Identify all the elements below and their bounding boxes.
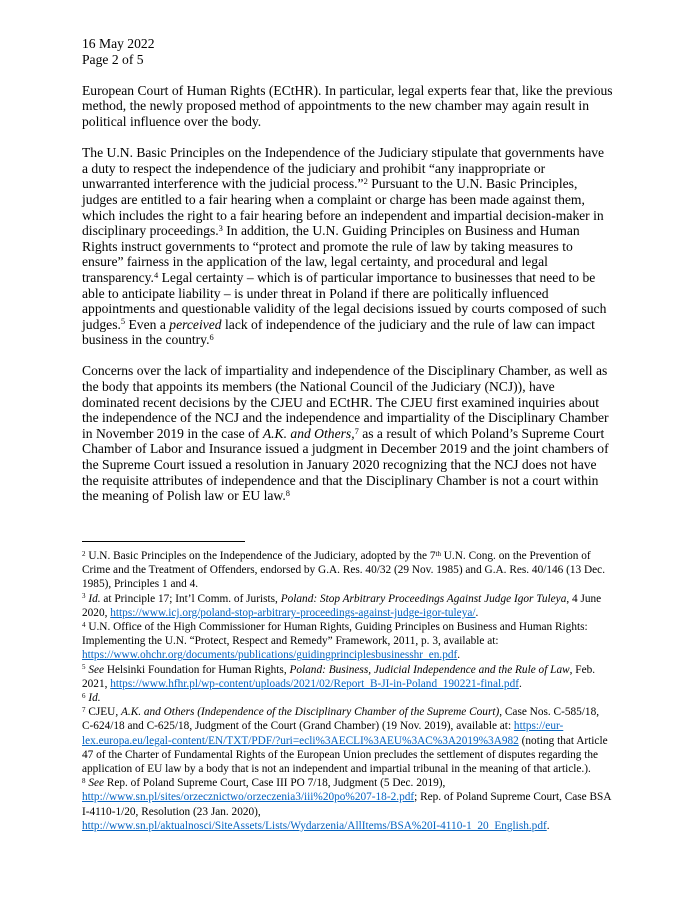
- hyperlink[interactable]: https://eur-lex.europa.eu/legal-content/EN/TXT/PDF/?uri=ecli%3AECLI%3AEU%3AC%3A2019%3A982: [82, 720, 564, 747]
- text-run: See: [88, 663, 105, 676]
- footnote-marker: 8: [82, 776, 86, 785]
- footnote-separator: [82, 541, 245, 542]
- text-run: Poland: Stop Arbitrary Proceedings Against Judge Igor Tuleya: [280, 592, 567, 605]
- text-run: Id.: [88, 692, 101, 705]
- page-number: Page 2 of 5: [82, 51, 144, 67]
- document-header: [82, 36, 613, 67]
- text-run: at Principle 17; Int’l Comm. of Jurists,: [100, 592, 281, 605]
- footnote-marker: 2: [82, 549, 86, 558]
- footnote-marker: 3: [218, 222, 223, 233]
- footnote-marker: th: [435, 549, 441, 558]
- text-run: .: [475, 606, 479, 619]
- text-run: Legal certainty – which is of particular importance to businesses that need to be able to anticipate liability – is under threat in Poland if there are politically influenced appointments and questionable validity of the legal decisions issued by courts composed of such judges.: [82, 269, 607, 332]
- text-run: In addition, the U.N. Guiding Principles on Business and Human Rights instruct governments to “protect and promote the rule of law by taking measures to ensure” fairness in the application of the law, legal certainty, and procedural and legal transparency.: [82, 223, 580, 285]
- text-run: Rep. of Poland Supreme Court, Case III PO 7/18, Judgment (5 Dec. 2019),: [104, 777, 446, 790]
- hyperlink[interactable]: http://www.sn.pl/aktualnosci/SiteAssets/Lists/Wydarzenia/AllItems/BSA%20I-4110-1_20_English.pdf: [82, 819, 547, 832]
- text-run: See: [88, 777, 105, 790]
- footnote-5: [82, 663, 613, 691]
- footnote-marker: 8: [285, 488, 290, 499]
- text-run: U.N. Basic Principles on the Independence of the Judiciary, adopted by the 7: [85, 550, 436, 562]
- text-run: Poland: Business, Judicial Independence and the Rule of Law: [289, 663, 570, 676]
- text-run: (noting that Article 47 of the Charter of Fundamental Rights of the European Union precludes the settlement of disputes regarding the application of EU law by a body that is not an independent and impartial tribunal in the meaning of that article.).: [82, 734, 608, 776]
- body-paragraph-1: [82, 83, 613, 130]
- footnote-marker: 7: [82, 705, 86, 714]
- footnote-marker: 7: [354, 425, 359, 436]
- text-run: , Case Nos. C-585/18, C-624/18 and C-625/18, Judgment of the Court (Grand Chamber) (19 Nov. 2019), available at:: [82, 706, 600, 733]
- hyperlink[interactable]: https://www.icj.org/poland-stop-arbitrary-proceedings-against-judge-igor-tuleya/: [110, 606, 476, 619]
- footnote-marker: 6: [209, 332, 214, 343]
- text-run: as a result of which Poland’s Supreme Court Chamber of Labor and Insurance issued a judgment in December 2019 and the joint chambers of the Supreme Court issued a resolution in January 2020 recognizing that the NCJ does not have the requisite attributes of independence and that the Disciplinary Chamber is not a court within the meaning of Polish law or EU law.: [82, 425, 609, 504]
- hyperlink[interactable]: http://www.sn.pl/sites/orzecznictwo/orzeczenia3/iii%20po%207-18-2.pdf: [82, 791, 415, 804]
- text-run: .: [546, 819, 550, 832]
- footnote-2: [82, 549, 613, 592]
- text-run: perceived: [169, 316, 222, 332]
- text-run: , 4 June 2020,: [82, 592, 602, 619]
- text-run: U.N. Cong. on the Prevention of Crime and the Treatment of Offenders, endorsed by G.A. Res. 40/32 (29 Nov. 1985) and G.A. Res. 40/146 (13 Dec. 1985), Principles 1 and 4.: [82, 550, 606, 591]
- text-run: Even a: [125, 316, 170, 332]
- footnote-4: [82, 620, 613, 663]
- text-run: European Court of Human Rights (ECtHR). In particular, legal experts fear that, like the previous method, the newly proposed method of appointments to the new chamber may again result in political influence over the body.: [82, 82, 613, 129]
- footnote-marker: 5: [120, 316, 126, 327]
- footnote-marker: 6: [82, 691, 86, 700]
- text-run: A.K. and Others (Independence of the Disciplinary Chamber of the Supreme Court): [120, 706, 500, 719]
- text-run: U.N. Office of the High Commissioner for Human Rights, Guiding Principles on Business and Human Rights: Implementing the U.N. “Protect, Respect and Remedy” Framework, 2011, p. 3, available at:: [82, 621, 588, 648]
- text-run: Helsinki Foundation for Human Rights,: [104, 663, 290, 676]
- footnotes-section: [82, 541, 613, 833]
- text-run: Id.: [88, 592, 101, 605]
- footnote-marker: 2: [363, 176, 368, 187]
- footnote-marker: 5: [82, 663, 86, 672]
- footnote-7: [82, 705, 613, 776]
- footnote-marker: 3: [82, 592, 86, 601]
- footnote-6: [82, 691, 613, 705]
- text-run: , Feb. 2021,: [82, 663, 596, 690]
- document-date: 16 May 2022: [82, 36, 155, 51]
- footnote-8: [82, 776, 613, 833]
- text-run: A.K. and Others: [262, 425, 352, 441]
- footnote-3: [82, 592, 613, 620]
- text-run: ,: [351, 425, 355, 441]
- hyperlink[interactable]: https://www.ohchr.org/documents/publications/guidingprinciplesbusinesshr_en.pdf: [82, 649, 458, 662]
- text-run: ; Rep. of Poland Supreme Court, Case BSA I-4110-1/20, Resolution (23 Jan. 2020),: [82, 791, 611, 818]
- text-run: Concerns over the lack of impartiality and independence of the Disciplinary Chamber, as well as the body that appoints its members (the National Council of the Judiciary (NCJ)), have dominated recent decisions by the CJEU and ECtHR. The CJEU first examined inquiries about the independence of the NCJ and the independence and impartiality of the Disciplinary Chamber in November 2019 in the case of: [82, 363, 609, 441]
- hyperlink[interactable]: https://www.hfhr.pl/wp-content/uploads/2021/02/Report_B-JI-in-Poland_190221-final.pdf: [110, 677, 519, 690]
- text-run: .: [518, 677, 522, 690]
- text-run: lack of independence of the judiciary and the rule of law can impact business in the country.: [82, 316, 595, 348]
- body-paragraph-2: [82, 145, 613, 348]
- text-run: .: [457, 649, 461, 662]
- text-run: Pursuant to the U.N. Basic Principles, judges are entitled to a fair hearing when a complaint or charge has been made against them, which includes the right to a fair hearing before an independent and impartial decision-maker in disciplinary proceedings.: [82, 176, 604, 239]
- footnote-marker: 4: [82, 620, 86, 629]
- text-run: The U.N. Basic Principles on the Independence of the Judiciary stipulate that governments have a duty to respect the independence of the judiciary and prohibit “any inappropriate or unwarranted interference with the judicial process.”: [82, 145, 605, 192]
- footnote-marker: 4: [153, 269, 159, 280]
- text-run: CJEU,: [85, 706, 121, 719]
- body-paragraph-3: [82, 363, 613, 503]
